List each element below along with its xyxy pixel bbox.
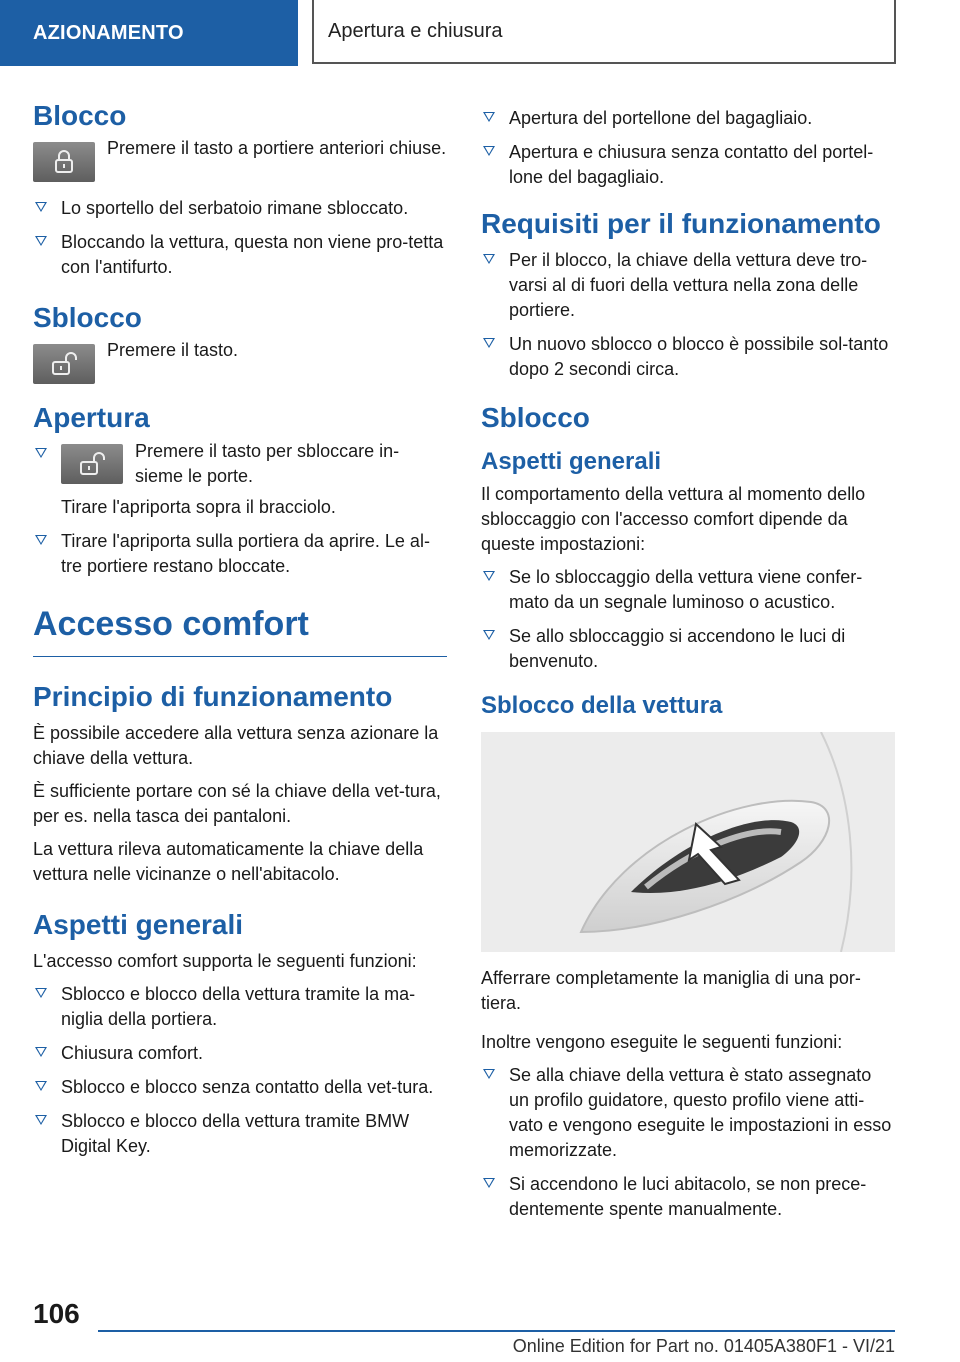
heading-accesso-comfort: Accesso comfort bbox=[33, 605, 447, 657]
heading-sblocco: Sblocco bbox=[33, 302, 142, 333]
paragraph: È possibile accedere alla vettura senza azionare la chiave della vettura. bbox=[33, 723, 439, 768]
list-item: Apertura e chiusura senza contatto del portel-lone del bagagliaio. bbox=[481, 140, 895, 190]
bullet-triangle-icon bbox=[483, 571, 495, 581]
bullet-triangle-icon bbox=[35, 988, 47, 998]
sblocco-vettura-list bbox=[481, 1063, 895, 1222]
footer-edition: Online Edition for Part no. 01405A380F1 - VI/21 bbox=[512, 1336, 895, 1356]
sblocco-button-row bbox=[33, 342, 447, 384]
heading-sblocco-right: Sblocco bbox=[481, 402, 590, 433]
blocco-button-row bbox=[33, 140, 447, 182]
heading-principio: Principio di funzionamento bbox=[33, 681, 393, 712]
paragraph: Afferrare completamente la maniglia di una por-tiera. bbox=[481, 968, 861, 1013]
list-item: Un nuovo sblocco o blocco è possibile sol-tanto dopo 2 secondi circa. bbox=[481, 332, 895, 382]
bullet-triangle-icon bbox=[483, 630, 495, 640]
list-item: Chiusura comfort. bbox=[33, 1041, 447, 1066]
list-item: Se lo sbloccaggio della vettura viene confer-mato da un segnale luminoso o acustico. bbox=[481, 565, 895, 615]
bullet-triangle-icon bbox=[483, 338, 495, 348]
section-tab bbox=[0, 0, 298, 66]
bullet-triangle-icon bbox=[483, 1069, 495, 1079]
list-item: Premere il tasto per sbloccare in-sieme le porte. Tirare l'apriporta sopra il bracciolo. bbox=[33, 442, 447, 520]
page-number: 106 bbox=[33, 1298, 80, 1329]
blocco-list bbox=[33, 196, 447, 280]
list-item: Lo sportello del serbatoio rimane sbloccato. bbox=[33, 196, 447, 221]
blocco-instruction: Premere il tasto a portiere anteriori chiuse. bbox=[107, 138, 447, 158]
bullet-triangle-icon bbox=[483, 1178, 495, 1188]
paragraph: L'accesso comfort supporta le seguenti funzioni: bbox=[33, 951, 417, 971]
list-item: Bloccando la vettura, questa non viene pro-tetta con l'antifurto. bbox=[33, 230, 447, 280]
chapter-label: Apertura e chiusura bbox=[328, 19, 503, 42]
paragraph: È sufficiente portare con sé la chiave della vet-tura, per es. nella tasca dei pantaloni. bbox=[33, 781, 441, 826]
list-item: Sblocco e blocco della vettura tramite BMW Digital Key. bbox=[33, 1109, 447, 1159]
bullet-triangle-icon bbox=[483, 254, 495, 264]
section-label: AZIONAMENTO bbox=[33, 21, 184, 44]
heading-aspetti-generali: Aspetti generali bbox=[33, 909, 244, 940]
list-item: Apertura del portellone del bagagliaio. bbox=[481, 106, 895, 131]
list-item: Se alla chiave della vettura è stato assegnato un profilo guidatore, questo profilo viene atti-vato e vengono eseguite le impostazioni in esso memorizzate. bbox=[481, 1063, 895, 1163]
heading-aspetti-right: Aspetti generali bbox=[481, 448, 662, 475]
chapter-tab bbox=[312, 0, 896, 64]
requisiti-list bbox=[481, 248, 895, 382]
lock-button-icon bbox=[33, 142, 95, 182]
unlock-button-icon bbox=[61, 444, 123, 484]
door-handle-image bbox=[481, 732, 895, 952]
bullet-triangle-icon bbox=[35, 448, 47, 458]
bullet-triangle-icon bbox=[35, 535, 47, 545]
bullet-triangle-icon bbox=[35, 1081, 47, 1091]
bullet-triangle-icon bbox=[483, 112, 495, 122]
paragraph: Il comportamento della vettura al momento dello sbloccaggio con l'accesso comfort dipende da queste impostazioni: bbox=[481, 484, 866, 554]
list-item: Si accendono le luci abitacolo, se non prece-dentemente spente manualmente. bbox=[481, 1172, 895, 1222]
footer-divider bbox=[98, 1330, 895, 1332]
heading-sblocco-vettura: Sblocco della vettura bbox=[481, 692, 723, 719]
left-column bbox=[33, 100, 447, 1168]
bullet-triangle-icon bbox=[35, 1115, 47, 1125]
right-column bbox=[481, 100, 895, 1231]
aspetti-list bbox=[33, 982, 447, 1159]
aspetti-right-list bbox=[481, 565, 895, 674]
heading-blocco: Blocco bbox=[33, 100, 127, 131]
heading-apertura: Apertura bbox=[33, 402, 150, 433]
apertura-list bbox=[33, 442, 447, 579]
list-item: Sblocco e blocco della vettura tramite la ma-niglia della portiera. bbox=[33, 982, 447, 1032]
apertura-subtext: Tirare l'apriporta sopra il bracciolo. bbox=[61, 497, 336, 517]
list-item: Tirare l'apriporta sulla portiera da aprire. Le al-tre portiere restano bloccate. bbox=[33, 529, 447, 579]
bullet-triangle-icon bbox=[483, 146, 495, 156]
bullet-triangle-icon bbox=[35, 202, 47, 212]
sblocco-instruction: Premere il tasto. bbox=[107, 340, 239, 360]
bullet-triangle-icon bbox=[35, 236, 47, 246]
paragraph: Inoltre vengono eseguite le seguenti funzioni: bbox=[481, 1032, 843, 1052]
list-item: Per il blocco, la chiave della vettura deve tro-varsi al di fuori della vettura nella zona delle portiere. bbox=[481, 248, 895, 323]
heading-requisiti: Requisiti per il funzionamento bbox=[481, 208, 881, 239]
list-item: Sblocco e blocco senza contatto della vet-tura. bbox=[33, 1075, 447, 1100]
bullet-triangle-icon bbox=[35, 1047, 47, 1057]
top-list bbox=[481, 106, 895, 190]
unlock-button-icon bbox=[33, 344, 95, 384]
paragraph: La vettura rileva automaticamente la chiave della vettura nelle vicinanze o nell'abitacolo. bbox=[33, 839, 424, 884]
list-item: Se allo sbloccaggio si accendono le luci di benvenuto. bbox=[481, 624, 895, 674]
